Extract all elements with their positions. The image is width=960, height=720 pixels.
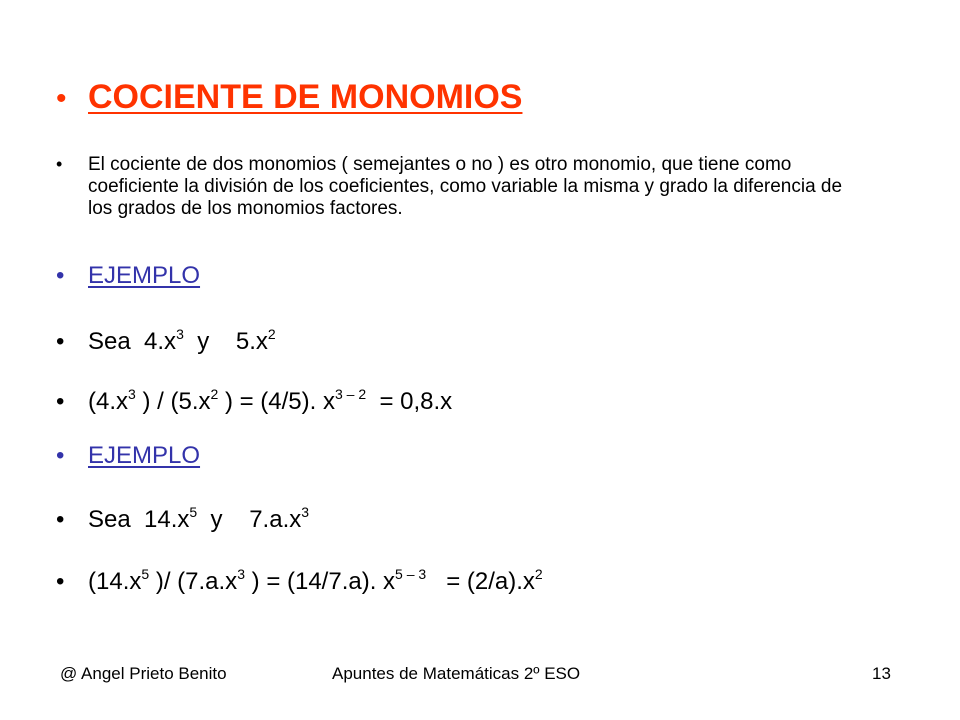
- example1-sea-expression: Sea $4.x^3$ y $5.x^2$: [88, 326, 276, 355]
- bullet: •: [56, 388, 65, 415]
- description-row: [56, 154, 858, 220]
- bullet: •: [56, 568, 65, 595]
- bullet: •: [56, 154, 63, 174]
- bullet: •: [56, 262, 65, 289]
- example1-link[interactable]: EJEMPLO: [88, 262, 201, 289]
- example2-link[interactable]: EJEMPLO: [88, 442, 201, 469]
- footer-page-number: 13: [872, 664, 891, 683]
- footer-course: Apuntes de Matemáticas 2º ESO: [332, 664, 581, 683]
- description-text: El cociente de dos monomios ( semejantes o no ) es otro monomio, que tiene como coeficiente la división de los coeficientes, como variable la misma y grado la diferencia de los grados de los monomios factores.: [88, 154, 843, 219]
- example2-heading-row: [56, 442, 200, 470]
- bullet: •: [56, 506, 65, 533]
- example1-sea-row: [56, 328, 276, 356]
- example1-calc-row: [56, 388, 452, 416]
- example1-calc-expression: ($4.x^3$ ) / ($5.x^2$ ) = (4/5). $x^{3 - 2} = 0,8.x$: [88, 386, 453, 415]
- example2-sea-row: [56, 506, 309, 534]
- bullet: •: [56, 328, 65, 355]
- example2-calc-expression: ($14.x^5$ )/ ($7.a.x^3$ ) = (14/7.a). $x^{5 - 3} = (2/a).x^2$: [88, 566, 543, 595]
- example2-sea-expression: Sea $14.x^5$ y $7.a.x^3$: [88, 504, 310, 533]
- example1-heading-row: [56, 262, 200, 290]
- slide-title: COCIENTE DE MONOMIOS: [88, 78, 523, 116]
- bullet: •: [56, 442, 65, 469]
- footer-author: @ Angel Prieto Benito: [60, 664, 227, 683]
- example2-calc-row: [56, 568, 543, 596]
- title-row: [56, 78, 522, 117]
- bullet: •: [56, 82, 67, 115]
